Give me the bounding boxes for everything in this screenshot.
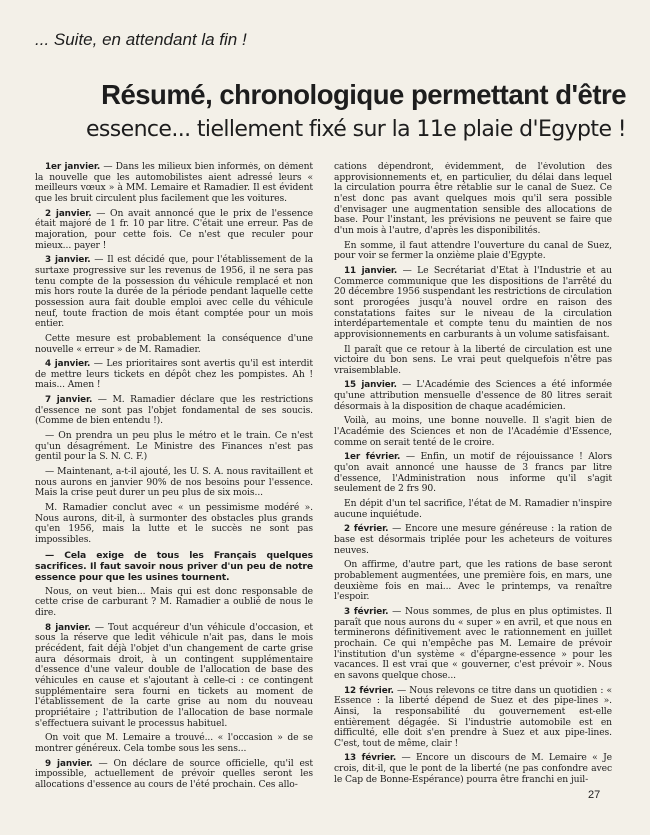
paragraph — [35, 395, 313, 427]
paragraph — [334, 266, 612, 341]
right-column — [334, 162, 612, 812]
entry-text: — Encore une mesure généreuse : la ration de base est désormais triplée pour les acheteurs de voitures neuves. — [334, 523, 612, 556]
paragraph — [35, 467, 313, 499]
page-number: 27 — [588, 789, 601, 801]
entry-date: 1er janvier. — [45, 162, 101, 172]
entry-text: cations dépendront, évidemment, de l'évolution des approvisionnements et, en particulier, du délai dans lequel la circulation pourra être rétablie sur le canal de Suez. Ce n'est donc pas avant quelques mois qu'il sera possible d'envisager une augmentation sensible des allocations de base. Pour l'instant, les prévisions ne peuvent se faire que d'un mois à l'autre, d'après les disponibilités. — [334, 162, 612, 236]
entry-text: — Il est décidé que, pour l'établissement de la surtaxe progressive sur les revenus de 1956, il ne sera pas tenu compte de la possession du véhicule remplacé et non mis hors route la durée de la période pendant laquelle cette possession aura fait double emploi avec celle du véhicule neuf, toute fraction de mois étant comptée pour un mois entier. — [35, 254, 313, 330]
entry-text: On affirme, d'autre part, que les rations de base seront probablement augmentées, une première fois, en mars, une deuxième fois en mai... Avec le printemps, va renaître l'espoir. — [334, 559, 612, 603]
entry-text: — On déclare de source officielle, qu'il est impossible, actuellement de prévoir quelles seront les allocations d'essence au cours de l'été prochain. Ces allo- — [35, 757, 313, 790]
paragraph — [334, 607, 612, 682]
paragraph — [35, 431, 313, 463]
page-title: Résumé, chronologique permettant d'être — [101, 79, 626, 110]
paragraph — [334, 499, 612, 520]
entry-date: 3 janvier. — [45, 255, 91, 266]
paragraph — [35, 255, 313, 330]
paragraph — [35, 209, 313, 252]
paragraph — [35, 587, 313, 619]
paragraph — [334, 753, 612, 785]
entry-text: — On prendra un peu plus le métro et le train. Ce n'est qu'un désagrément. Le Ministre des Finances n'est pas gentil pour la S. N. C. F.) — [35, 430, 313, 463]
left-column — [35, 162, 313, 812]
entry-date: 2 janvier. — [45, 208, 92, 219]
entry-text: — Le Secrétariat d'Etat à l'Industrie et au Commerce communique que les dispositions de l'arrêté du 20 décembre 1956 suspendant les restrictions de circulation sont prorogées jusqu'à nouvel ordre en raison des constatations faites sur le niveau de la circulation interdépartementale et compte tenu du maintien de nos approvisionnements en carburants à un volume satisfaisant. — [334, 264, 612, 340]
entry-text: En dépit d'un tel sacrifice, l'état de M. Ramadier n'inspire aucune inquiétude. — [334, 498, 612, 520]
entry-text: — Dans les milieux bien informés, on dément la nouvelle que les automobilistes aient adressé leurs « meilleurs vœux » à MM. Lemaire et Ramadier. Il est évident que les bruit circulent plus facilement que les voitures. — [35, 162, 313, 204]
entry-date: 2 février. — [344, 524, 389, 535]
paragraph — [334, 452, 612, 495]
paragraph — [334, 686, 612, 750]
entry-text: M. Ramadier conclut avec « un pessimisme modéré ». Nous aurons, dit-il, à surmonter des obstacles plus grands qu'en 1956, mais la lutte et le succès ne sont pas impossibles. — [35, 502, 313, 545]
entry-date: 1er février. — [344, 452, 401, 463]
entry-text: — Tout acquéreur d'un véhicule d'occasion, et sous la réserve que ledit véhicule n'ait pas, dans le mois précédent, fait déjà l'objet d'un changement de carte grise aura désormais droit, à un contingent supplémentaire d'essence d'une valeur double de l'allocation de base des véhicules en cause et s'ajoutant à celle-ci : ce contingent supplémentaire sera fourni en tickets au moment de l'établissement de la carte grise au nom du nouveau propriétaire ; l'attribution de l'allocation de base normale s'effectuera suivant le processus habituel. — [35, 621, 313, 729]
paragraph — [334, 162, 612, 237]
paragraph — [35, 359, 313, 391]
entry-date: 15 janvier. — [344, 380, 397, 391]
paragraph — [35, 334, 313, 355]
entry-text: — Les prioritaires sont avertis qu'il est interdit de mettre leurs tickets en dépôt chez les pompistes. Ah ! mais... Amen ! — [35, 358, 313, 391]
entry-text: — On avait annoncé que le prix de l'essence était majoré de 1 fr. 10 par litre. C'était une erreur. Pas de majoration, pour cette fois. Ce n'est que reculer pour mieux... payer ! — [35, 207, 313, 251]
paragraph — [35, 733, 313, 754]
page-subtitle: essence... tiellement fixé sur la 11e plaie d'Egypte ! — [85, 117, 626, 142]
entry-text: — L'Académie des Sciences a été informée qu'une attribution mensuelle d'essence de 80 litres serait désormais à la disposition de chaque académicien. — [334, 379, 612, 412]
paragraph — [334, 241, 612, 262]
entry-text: On voit que M. Lemaire a trouvé... « l'occasion » de se montrer généreux. Cela tombe sous les sens... — [35, 732, 313, 754]
paragraph: — Cela exige de tous les Français quelques sacrifices. Il faut savoir nous priver d'un peu de notre essence pour que les usines tournent. — [35, 549, 313, 583]
paragraph — [334, 416, 612, 448]
entry-date: 4 janvier. — [45, 359, 91, 370]
paragraph — [35, 162, 313, 205]
entry-date: 3 février. — [344, 606, 389, 617]
entry-date: 7 janvier. — [45, 395, 93, 406]
entry-date: 8 janvier. — [45, 622, 91, 633]
entry-date: 9 janvier. — [45, 758, 93, 769]
paragraph — [35, 623, 313, 730]
entry-text: — Enfin, un motif de réjouissance ! Alors qu'on avait annoncé une hausse de 3 francs par litre d'essence, l'Administration nous informe qu'il s'agit seulement de 2 frs 90. — [334, 451, 612, 495]
paragraph — [35, 759, 313, 791]
entry-text: — Nous sommes, de plus en plus optimistes. Il paraît que nous aurons du « super » en avril, et que nous en terminerons définitivement avec le rationnement en juillet prochain. Ce qui n'empêche pas M. Lemaire de prévoir l'institution d'un système « d'épargne-essence » pour les vacances. Il est vrai que « gouverner, c'est prévoir ». Nous en savons quelque chose... — [334, 605, 612, 681]
entry-text: — Nous relevons ce titre dans un quotidien : « Essence : la liberté dépend de Suez et des pipe-lines ». Ainsi, la responsabilité du gouvernement est-elle entièrement dégagée. Si l'industrie automobile est en difficulté, elle doit s'en prendre à Suez et aux pipe-lines. C'est, tout de même, clair ! — [334, 684, 612, 749]
entry-text: — Encore un discours de M. Lemaire « Je crois, dit-il, que le pont de la liberté (ne pas confondre avec le Cap de Bonne-Espérance) pourra être franchi en juil- — [334, 752, 612, 785]
paragraph — [334, 345, 612, 377]
entry-date: 11 janvier. — [344, 265, 398, 276]
entry-text: — Maintenant, a-t-il ajouté, les U. S. A. nous ravitaillent et nous aurons en janvier 90% de nos besoins pour l'essence. Mais la crise peut durer un peu plus de six mois... — [35, 466, 313, 499]
paragraph — [334, 524, 612, 556]
entry-date: 13 février. — [344, 753, 397, 764]
entry-text: Voilà, au moins, une bonne nouvelle. Il s'agit bien de l'Académie des Sciences et non de l'Académie d'Essence, comme on serait tenté de le croire. — [334, 415, 612, 448]
paragraph — [334, 380, 612, 412]
entry-text: Nous, on veut bien... Mais qui est donc responsable de cette crise de carburant ? M. Ramadier a oublié de nous le dire. — [35, 585, 313, 618]
entry-text: — M. Ramadier déclare que les restrictions d'essence ne sont pas l'objet fondamental de ses soucis. (Comme de bien entendu !). — [35, 394, 313, 427]
entry-date: 12 février. — [344, 685, 394, 696]
entry-text: Il paraît que ce retour à la liberté de circulation est une victoire du bon sens. Le vrai peut quelquefois n'être pas vraisemblable. — [334, 343, 612, 376]
paragraph — [35, 503, 313, 546]
paragraph — [334, 560, 612, 603]
entry-text: Cette mesure est probablement la conséquence d'une nouvelle « erreur » de M. Ramadier. — [35, 332, 313, 355]
kicker-heading: ... Suite, en attendant la fin ! — [35, 30, 247, 49]
entry-text: En somme, il faut attendre l'ouverture du canal de Suez, pour voir se fermer la onzième plaie d'Egypte. — [334, 239, 612, 262]
